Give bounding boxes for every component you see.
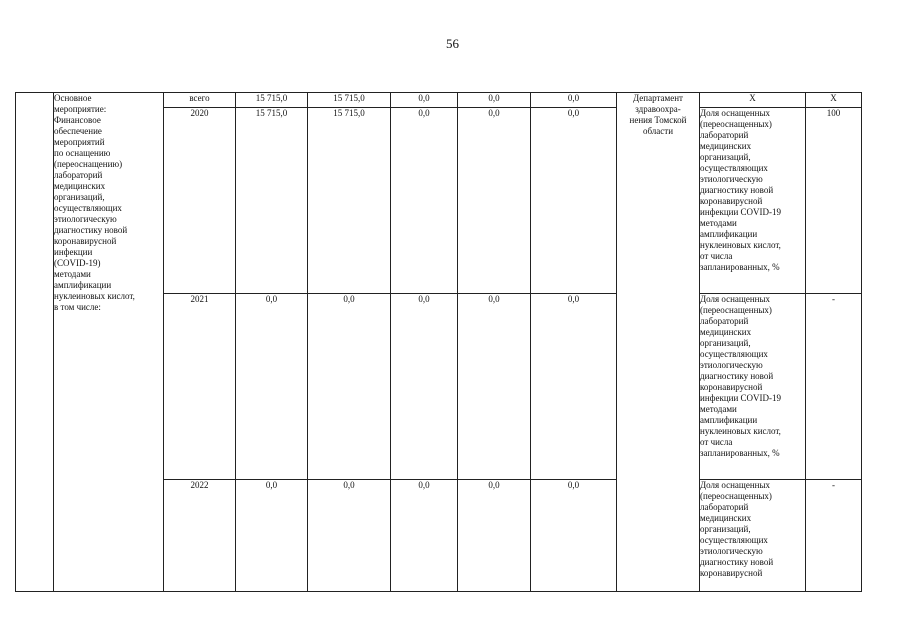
regional-cell: 0,0 xyxy=(391,294,458,480)
year-cell: 2021 xyxy=(164,294,236,480)
indicator-cell: Х xyxy=(700,93,806,108)
total-cell: 0,0 xyxy=(236,480,308,592)
regional-cell: 0,0 xyxy=(391,480,458,592)
total-cell: 15 715,0 xyxy=(236,93,308,108)
total-cell: 0,0 xyxy=(236,294,308,480)
federal-cell: 15 715,0 xyxy=(308,108,391,294)
indicator-cell: Доля оснащенных (переоснащенных) лабораторий медицинских организаций, осуществляющих этиологическую диагностику новой коронавирусной xyxy=(700,480,806,592)
federal-cell: 0,0 xyxy=(308,294,391,480)
table-row-total xyxy=(16,93,862,108)
local-cell: 0,0 xyxy=(458,480,531,592)
indicator-cell: Доля оснащенных (переоснащенных) лабораторий медицинских организаций, осуществляющих этиологическую диагностику новой коронавирусной инфекции COVID-19 методами амплификации нуклеиновых кислот, от числа запланированных, % xyxy=(700,294,806,480)
local-cell: 0,0 xyxy=(458,93,531,108)
indicator-cell: Доля оснащенных (переоснащенных) лабораторий медицинских организаций, осуществляющих этиологическую диагностику новой коронавирусной инфекции COVID-19 методами амплификации нуклеиновых кислот, от числа запланированных, % xyxy=(700,108,806,294)
department-cell: Департамент здравоохра- нения Томской области xyxy=(617,93,700,592)
federal-cell: 15 715,0 xyxy=(308,93,391,108)
regional-cell: 0,0 xyxy=(391,93,458,108)
local-cell: 0,0 xyxy=(458,294,531,480)
indicator-value-cell: 100 xyxy=(806,108,862,294)
extrabudget-cell: 0,0 xyxy=(531,108,617,294)
federal-cell: 0,0 xyxy=(308,480,391,592)
extrabudget-cell: 0,0 xyxy=(531,480,617,592)
number-cell xyxy=(16,93,54,592)
local-cell: 0,0 xyxy=(458,108,531,294)
regional-cell: 0,0 xyxy=(391,108,458,294)
year-cell: 2020 xyxy=(164,108,236,294)
page-number: 56 xyxy=(446,36,459,51)
extrabudget-cell: 0,0 xyxy=(531,93,617,108)
year-cell: 2022 xyxy=(164,480,236,592)
measure-description: Основное мероприятие: Финансовое обеспечение мероприятий по оснащению (переоснащению) лабораторий медицинских организаций, осуществляющих этиологическую диагностику новой коронавирусной инфекции (COVID-19) методами амплификации нуклеиновых кислот, в том числе: xyxy=(54,93,164,592)
total-cell: 15 715,0 xyxy=(236,108,308,294)
indicator-value-cell: Х xyxy=(806,93,862,108)
extrabudget-cell: 0,0 xyxy=(531,294,617,480)
budget-table xyxy=(15,92,862,592)
indicator-value-cell: - xyxy=(806,480,862,592)
indicator-value-cell: - xyxy=(806,294,862,480)
year-cell: всего xyxy=(164,93,236,108)
